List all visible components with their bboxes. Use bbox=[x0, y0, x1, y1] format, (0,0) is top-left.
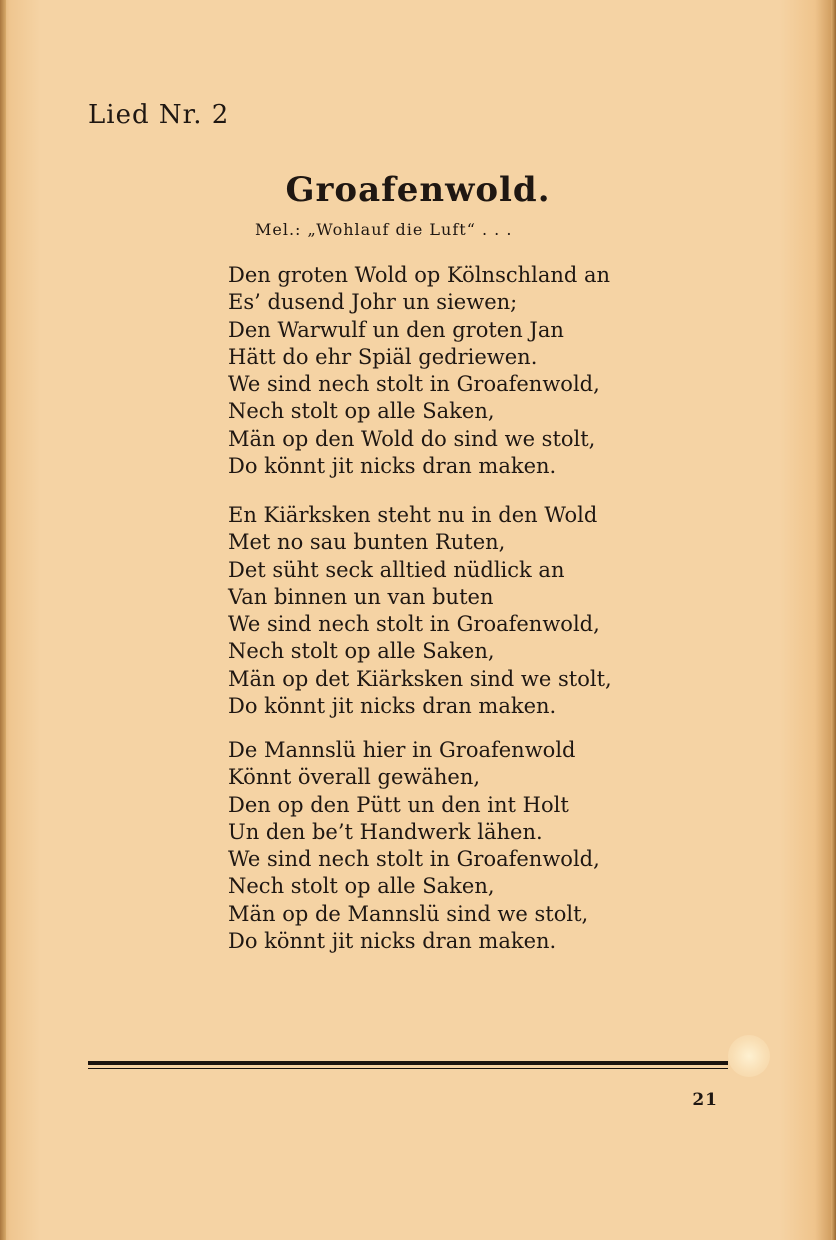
song-number: Lied Nr. 2 bbox=[88, 100, 230, 130]
melody-note: Mel.: „Wohlauf die Luft“ . . . bbox=[255, 220, 513, 239]
stanza-line: Det süht seck alltied nüdlick an bbox=[228, 557, 565, 582]
stanza-line: Nech stolt op alle Saken, bbox=[228, 874, 495, 899]
stanza-line: Den op den Pütt un den int Holt bbox=[228, 792, 569, 817]
footer-rule bbox=[88, 1061, 728, 1069]
stanza-line: Hätt do ehr Spiäl gedriewen. bbox=[228, 344, 538, 369]
stanza-line: Es’ dusend Johr un siewen; bbox=[228, 290, 518, 315]
paper-stain bbox=[728, 1035, 770, 1077]
stanza-line: Könnt överall gewähen, bbox=[228, 765, 481, 790]
stanza-line: Den groten Wold op Kölnschland an bbox=[228, 263, 611, 287]
footer-rule-thin bbox=[88, 1068, 728, 1069]
stanza-line: Nech stolt op alle Saken, bbox=[228, 399, 495, 424]
stanza-3 bbox=[228, 737, 608, 955]
stanza-line: Den Warwulf un den groten Jan bbox=[228, 317, 564, 342]
stanza-line: Met no sau bunten Ruten, bbox=[228, 530, 506, 555]
stanza-line: Män op de Mannslü sind we stolt, bbox=[228, 901, 589, 926]
stanza-2 bbox=[228, 502, 612, 720]
stanza-1 bbox=[228, 262, 611, 480]
stanza-line: We sind nech stolt in Groafenwold, bbox=[228, 847, 600, 872]
stanza-line: De Mannslü hier in Groafenwold bbox=[228, 738, 576, 762]
stanza-line: Un den be’t Handwerk lähen. bbox=[228, 819, 543, 844]
stanza-line: Nech stolt op alle Saken, bbox=[228, 639, 495, 664]
stanza-line: Do könnt jit nicks dran maken. bbox=[228, 694, 557, 719]
stanza-line: Män op det Kiärksken sind we stolt, bbox=[228, 666, 612, 691]
stanza-line: Do könnt jit nicks dran maken. bbox=[228, 929, 557, 954]
stanza-line: Do könnt jit nicks dran maken. bbox=[228, 454, 557, 479]
stanza-line: Van binnen un van buten bbox=[228, 584, 494, 609]
stanza-line: We sind nech stolt in Groafenwold, bbox=[228, 372, 600, 397]
page-number: 21 bbox=[692, 1090, 718, 1110]
stanza-line: En Kiärksken steht nu in den Wold bbox=[228, 503, 598, 527]
song-title: Groafenwold. bbox=[285, 170, 551, 210]
stanza-line: Män op den Wold do sind we stolt, bbox=[228, 426, 596, 451]
footer-rule-thick bbox=[88, 1061, 728, 1065]
stanza-line: We sind nech stolt in Groafenwold, bbox=[228, 612, 600, 637]
